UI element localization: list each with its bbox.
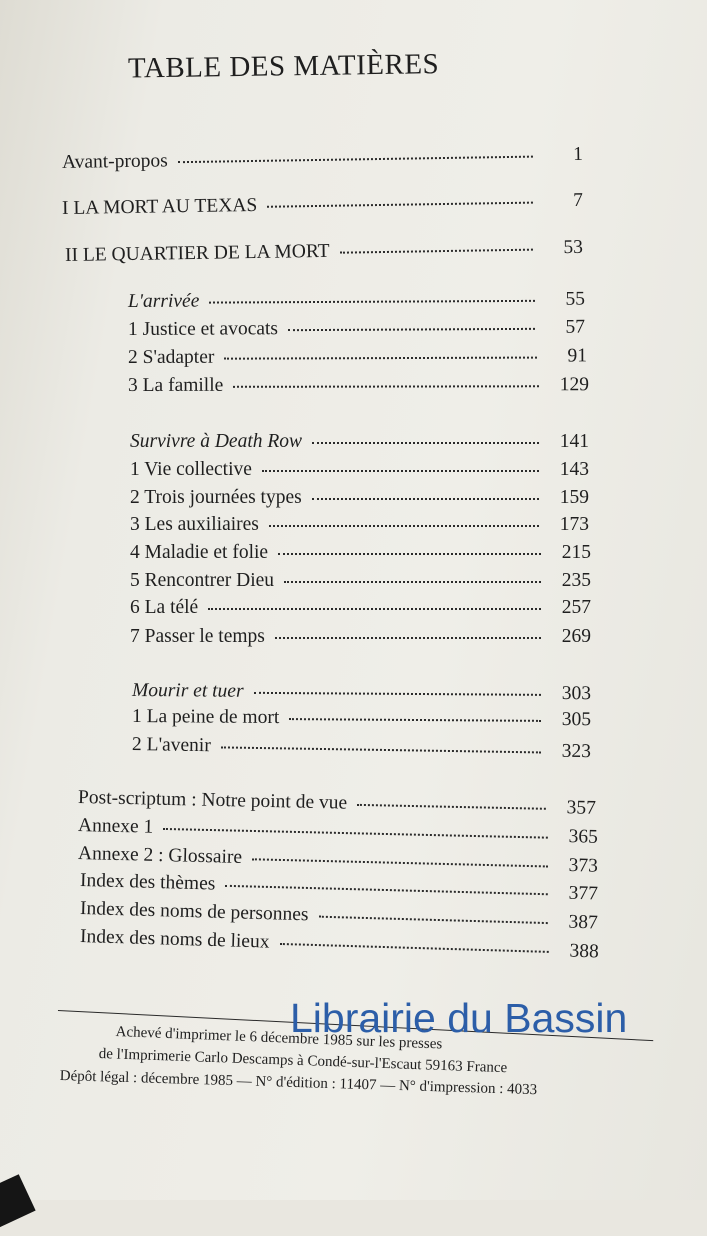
- toc-entry: [132, 734, 591, 763]
- toc-entry-label: Index des noms de lieux: [79, 926, 270, 953]
- toc-leader-dots: [262, 468, 539, 472]
- toc-entry: [128, 289, 585, 313]
- toc-entry-page: 141: [559, 431, 589, 452]
- toc-entry-page: 305: [561, 709, 592, 731]
- toc-leader-dots: [279, 941, 548, 953]
- toc-entry: [130, 597, 591, 619]
- toc-entry-page: 235: [561, 570, 591, 591]
- imprint-line-1: Achevé d'imprimer le 6 décembre 1985 sur les presses: [115, 1024, 443, 1053]
- toc-entry-page: 91: [567, 345, 588, 367]
- toc-entry-page: 269: [561, 626, 591, 647]
- toc-entry: [130, 459, 589, 481]
- toc-entry-page: 323: [561, 740, 592, 763]
- toc-entry-page: 173: [559, 514, 589, 535]
- toc-entry-page: 215: [561, 542, 591, 563]
- toc-leader-dots: [233, 383, 539, 388]
- toc-entry: [130, 514, 589, 536]
- toc-entry: [130, 487, 589, 509]
- toc-entry-page: 55: [565, 288, 586, 310]
- toc-entry-label: Mourir et tuer: [131, 680, 244, 702]
- toc-entry-page: 7: [573, 189, 584, 211]
- toc-entry: [132, 706, 591, 731]
- toc-entry-label: Avant-propos: [61, 150, 168, 173]
- toc-entry-page: 159: [559, 487, 589, 508]
- imprint-line-2: de l'Imprimerie Carlo Descamps à Condé-sur-l'Escaut 59163 France: [98, 1046, 508, 1077]
- toc-leader-dots: [208, 606, 541, 610]
- toc-entry-page: 387: [568, 911, 599, 934]
- toc-leader-dots: [254, 690, 541, 696]
- toc-entry-page: 53: [563, 236, 584, 259]
- page-title: TABLE DES MATIÈRES: [127, 48, 440, 85]
- toc-entry-page: 303: [561, 683, 592, 705]
- toc-entry: [62, 190, 583, 220]
- imprint-line-3: Dépôt légal : décembre 1985 — N° d'édition : 11407 — N° d'impression : 4033: [59, 1068, 538, 1099]
- toc-entry-label: Index des thèmes: [79, 870, 216, 895]
- toc-entry-label: 3 La famille: [127, 374, 224, 396]
- toc-entry: [78, 815, 598, 849]
- toc-entry-label: Survivre à Death Row: [130, 431, 303, 452]
- toc-entry-label: 2 S'adapter: [127, 346, 215, 368]
- toc-entry-label: Index des noms de personnes: [79, 898, 309, 926]
- toc-leader-dots: [225, 883, 548, 895]
- toc-leader-dots: [275, 635, 541, 639]
- toc-entry: [132, 680, 591, 705]
- toc-entry-page: 1: [573, 143, 584, 165]
- toc-entry-page: 357: [566, 797, 597, 819]
- toc-entry-label: 2 Trois journées types: [130, 487, 302, 508]
- toc-leader-dots: [284, 579, 541, 583]
- toc-leader-dots: [178, 154, 533, 164]
- toc-entry-label: 1 Vie collective: [130, 459, 252, 480]
- toc-entry: [130, 626, 591, 648]
- toc-entry-page: 388: [569, 940, 600, 963]
- toc-entry-label: I LA MORT AU TEXAS: [61, 194, 258, 219]
- toc-entry: [130, 570, 591, 592]
- toc-entry: [128, 345, 587, 369]
- toc-leader-dots: [278, 551, 541, 555]
- toc-leader-dots: [269, 523, 539, 527]
- toc-leader-dots: [224, 355, 537, 360]
- watermark: Librairie du Bassin: [290, 995, 628, 1041]
- toc-leader-dots: [312, 496, 539, 500]
- toc-entry-label: L'arrivée: [127, 290, 200, 312]
- toc-entry-label: Annexe 2 : Glossaire: [77, 843, 243, 869]
- toc-entry-page: 129: [559, 374, 590, 396]
- toc-entry-page: 257: [561, 597, 591, 618]
- toc-entry-label: 7 Passer le temps: [130, 626, 265, 647]
- toc-leader-dots: [221, 744, 541, 753]
- toc-leader-dots: [267, 200, 533, 208]
- page-corner-shadow: [0, 1174, 36, 1236]
- toc-entry-page: 365: [568, 826, 599, 848]
- toc-leader-dots: [288, 326, 535, 331]
- toc-entry-label: 4 Maladie et folie: [130, 542, 269, 563]
- toc-leader-dots: [252, 856, 548, 867]
- toc-entry: [62, 144, 583, 174]
- toc-entry-label: 3 Les auxiliaires: [130, 514, 259, 535]
- toc-entry-label: 5 Rencontrer Dieu: [130, 570, 275, 591]
- toc-leader-dots: [209, 298, 535, 304]
- toc-entry-page: 57: [565, 316, 586, 338]
- toc-entry-label: II LE QUARTIER DE LA MORT: [64, 240, 330, 266]
- toc-leader-dots: [318, 914, 547, 924]
- toc-entry: [128, 317, 585, 341]
- toc-entry-page: 143: [559, 459, 589, 480]
- toc-entry: [65, 237, 583, 267]
- toc-leader-dots: [163, 826, 548, 839]
- toc-entry: [128, 374, 589, 397]
- toc-leader-dots: [340, 247, 533, 254]
- toc-entry-label: Post-scriptum : Notre point de vue: [77, 787, 348, 814]
- toc-entry-label: 1 La peine de mort: [131, 706, 280, 729]
- toc-entry-label: 1 Justice et avocats: [127, 318, 279, 340]
- toc-entry-label: Annexe 1: [77, 815, 154, 838]
- toc-entry: [130, 431, 589, 453]
- toc-entry-label: 2 L'avenir: [131, 734, 211, 757]
- toc-leader-dots: [312, 440, 539, 444]
- toc-entry-page: 377: [568, 882, 599, 905]
- toc-entry: [78, 787, 596, 820]
- toc-entry-label: 6 La télé: [130, 597, 199, 618]
- toc-leader-dots: [289, 716, 541, 722]
- toc-entry-page: 373: [568, 854, 599, 877]
- toc-leader-dots: [357, 802, 546, 810]
- toc-entry: [130, 542, 591, 564]
